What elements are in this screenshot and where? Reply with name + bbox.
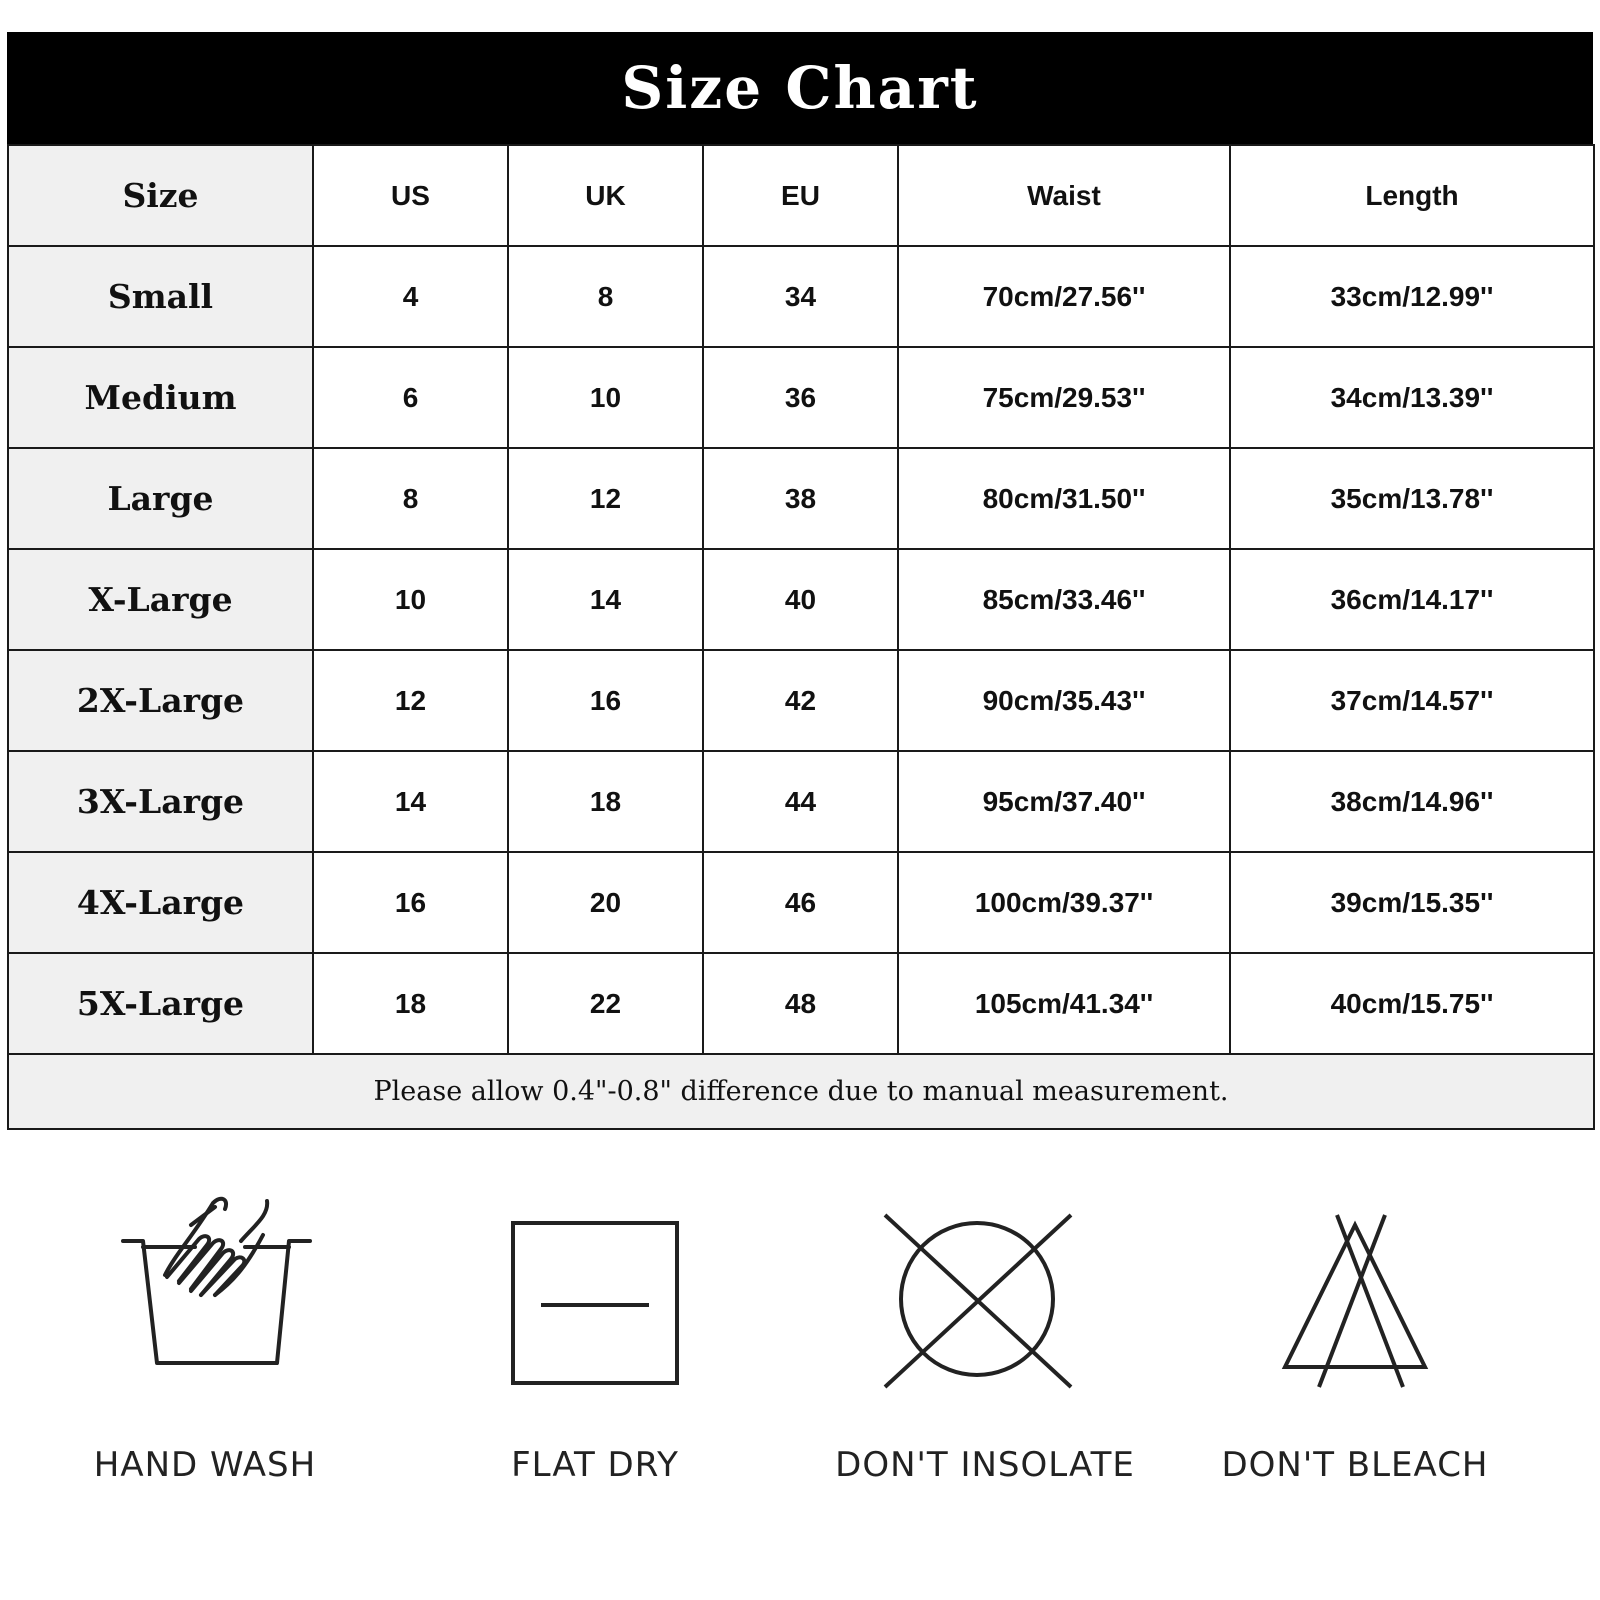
hand-wash-icon [95, 1195, 315, 1395]
uk-cell: 22 [508, 953, 703, 1054]
header-eu: EU [703, 145, 898, 246]
header-size: Size [8, 145, 313, 246]
care-label: HAND WASH [93, 1445, 317, 1485]
eu-cell: 42 [703, 650, 898, 751]
header-us: US [313, 145, 508, 246]
care-label: FLAT DRY [511, 1445, 679, 1485]
table-row [8, 751, 1594, 852]
flat-dry-icon [485, 1195, 705, 1395]
length-cell: 33cm/12.99'' [1230, 246, 1594, 347]
dont-bleach-icon [1245, 1195, 1465, 1395]
measurement-note: Please allow 0.4"-0.8" difference due to manual measurement. [8, 1054, 1594, 1129]
eu-cell: 40 [703, 549, 898, 650]
uk-cell: 8 [508, 246, 703, 347]
size-cell: 4X-Large [8, 852, 313, 953]
care-item-hand-wash [25, 1195, 385, 1485]
waist-cell: 95cm/37.40'' [898, 751, 1230, 852]
length-cell: 34cm/13.39'' [1230, 347, 1594, 448]
us-cell: 4 [313, 246, 508, 347]
us-cell: 6 [313, 347, 508, 448]
header-length: Length [1230, 145, 1594, 246]
eu-cell: 36 [703, 347, 898, 448]
us-cell: 12 [313, 650, 508, 751]
us-cell: 8 [313, 448, 508, 549]
size-cell: 5X-Large [8, 953, 313, 1054]
header-waist: Waist [898, 145, 1230, 246]
care-label: DON'T BLEACH [1221, 1445, 1489, 1485]
length-cell: 39cm/15.35'' [1230, 852, 1594, 953]
header-uk: UK [508, 145, 703, 246]
care-item-dont-bleach [1175, 1195, 1535, 1485]
length-cell: 35cm/13.78'' [1230, 448, 1594, 549]
waist-cell: 70cm/27.56'' [898, 246, 1230, 347]
table-row [8, 650, 1594, 751]
length-cell: 40cm/15.75'' [1230, 953, 1594, 1054]
waist-cell: 85cm/33.46'' [898, 549, 1230, 650]
us-cell: 16 [313, 852, 508, 953]
eu-cell: 46 [703, 852, 898, 953]
uk-cell: 10 [508, 347, 703, 448]
eu-cell: 38 [703, 448, 898, 549]
care-instructions [0, 1195, 1600, 1515]
size-cell: X-Large [8, 549, 313, 650]
size-chart [7, 32, 1593, 1130]
care-label: DON'T INSOLATE [835, 1445, 1135, 1485]
waist-cell: 80cm/31.50'' [898, 448, 1230, 549]
table-row [8, 953, 1594, 1054]
eu-cell: 34 [703, 246, 898, 347]
size-table [7, 144, 1595, 1130]
us-cell: 18 [313, 953, 508, 1054]
uk-cell: 14 [508, 549, 703, 650]
uk-cell: 18 [508, 751, 703, 852]
care-item-flat-dry [415, 1195, 775, 1485]
eu-cell: 44 [703, 751, 898, 852]
table-row [8, 549, 1594, 650]
care-item-dont-insolate [805, 1195, 1165, 1485]
size-cell: Small [8, 246, 313, 347]
waist-cell: 100cm/39.37'' [898, 852, 1230, 953]
us-cell: 10 [313, 549, 508, 650]
size-cell: Medium [8, 347, 313, 448]
dont-insolate-icon [875, 1195, 1095, 1395]
waist-cell: 90cm/35.43'' [898, 650, 1230, 751]
length-cell: 38cm/14.96'' [1230, 751, 1594, 852]
chart-title: Size Chart [7, 32, 1593, 144]
size-cell: Large [8, 448, 313, 549]
waist-cell: 105cm/41.34'' [898, 953, 1230, 1054]
table-row [8, 347, 1594, 448]
eu-cell: 48 [703, 953, 898, 1054]
size-cell: 2X-Large [8, 650, 313, 751]
note-row [8, 1054, 1594, 1129]
table-header-row [8, 145, 1594, 246]
table-row [8, 448, 1594, 549]
length-cell: 37cm/14.57'' [1230, 650, 1594, 751]
uk-cell: 20 [508, 852, 703, 953]
table-row [8, 852, 1594, 953]
size-cell: 3X-Large [8, 751, 313, 852]
table-row [8, 246, 1594, 347]
us-cell: 14 [313, 751, 508, 852]
length-cell: 36cm/14.17'' [1230, 549, 1594, 650]
waist-cell: 75cm/29.53'' [898, 347, 1230, 448]
uk-cell: 12 [508, 448, 703, 549]
uk-cell: 16 [508, 650, 703, 751]
